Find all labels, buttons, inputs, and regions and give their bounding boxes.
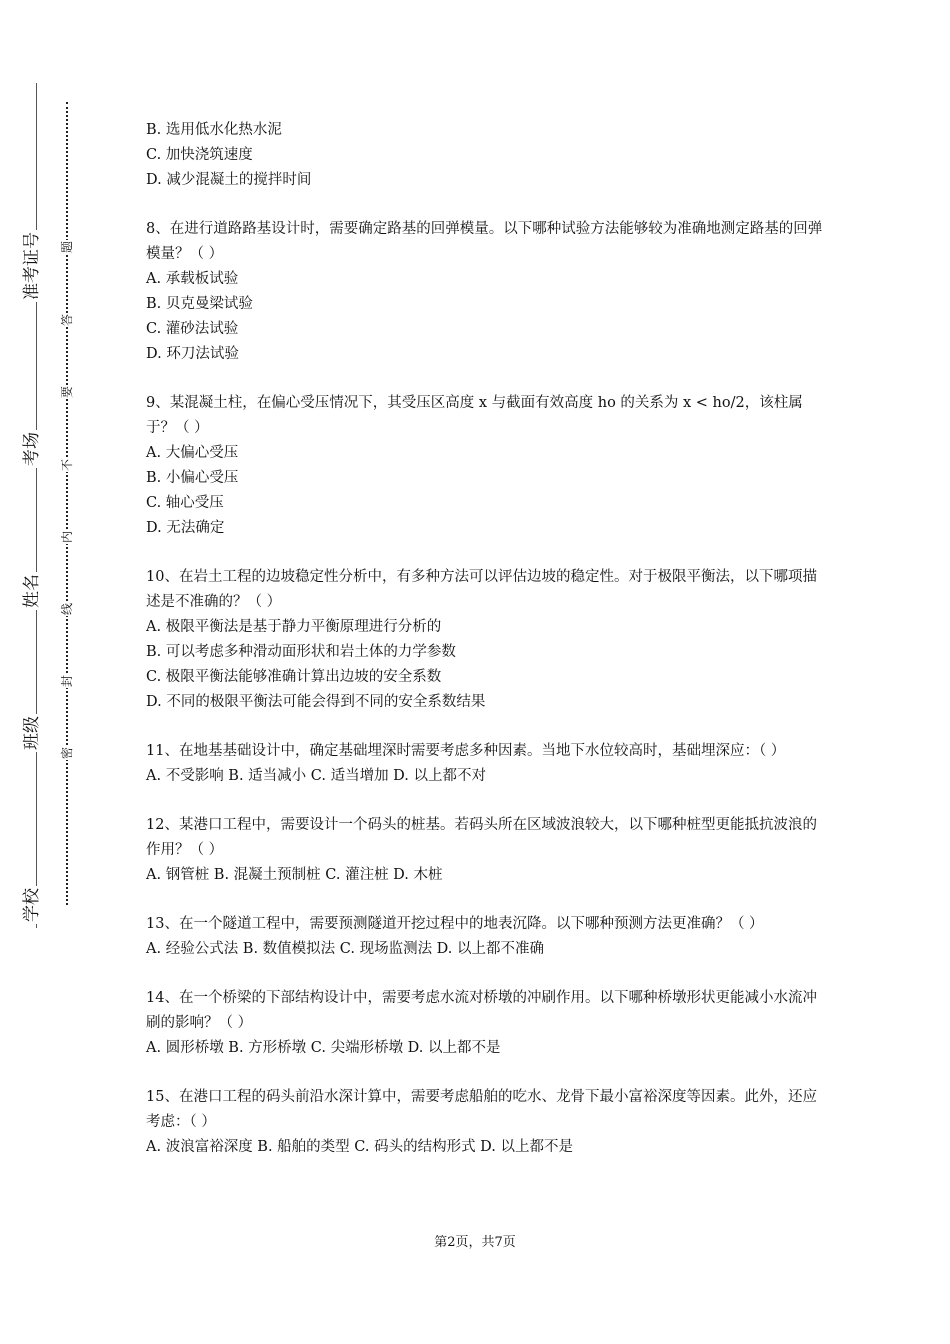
question-text: 14、在一个桥梁的下部结构设计中，需要考虑水流对桥墩的冲刷作用。以下哪种桥墩形状更能减小水流冲刷的影响？（ ） xyxy=(146,990,817,1031)
question-text: 9、某混凝土柱，在偏心受压情况下，其受压区高度 x 与截面有效高度 ho 的关系为 x < ho/2，该柱属于？（ ） xyxy=(146,395,803,436)
question-text: 12、某港口工程中，需要设计一个码头的桩基。若码头所在区域波浪较大，以下哪种桩型更能抵抗波浪的作用？（ ） xyxy=(146,817,817,858)
field-exam-id-label: 准考证号 xyxy=(22,232,42,300)
question-text: 15、在港口工程的码头前沿水深计算中，需要考虑船舶的吃水、龙骨下最小富裕深度等因素。此外，还应考虑：（ ） xyxy=(146,1089,817,1130)
option: A. 极限平衡法是基于静力平衡原理进行分析的 xyxy=(146,619,442,635)
question-8 xyxy=(146,217,826,367)
question-14 xyxy=(146,986,826,1061)
field-exam-room-label: 考场 xyxy=(22,432,42,466)
option: B. 可以考虑多种滑动面形状和岩土体的力学参数 xyxy=(146,644,456,660)
question-9 xyxy=(146,391,826,541)
options-inline: A. 圆形桥墩 B. 方形桥墩 C. 尖端形桥墩 D. 以上都不是 xyxy=(146,1040,501,1056)
question-11 xyxy=(146,739,826,789)
option: B. 小偏心受压 xyxy=(146,470,239,486)
seal-char: 要 xyxy=(60,385,74,398)
options-inline: A. 波浪富裕深度 B. 船舶的类型 C. 码头的结构形式 D. 以上都不是 xyxy=(146,1139,574,1155)
option: C. 灌砂法试验 xyxy=(146,321,239,337)
seal-char: 不 xyxy=(60,458,74,471)
options-inline: A. 经验公式法 B. 数值模拟法 C. 现场监测法 D. 以上都不准确 xyxy=(146,941,545,957)
binding-solid-line xyxy=(36,83,37,928)
option: D. 不同的极限平衡法可能会得到不同的安全系数结果 xyxy=(146,694,486,710)
question-text: 10、在岩土工程的边坡稳定性分析中，有多种方法可以评估边坡的稳定性。对于极限平衡法，以下哪项描述是不准确的？（ ） xyxy=(146,569,817,610)
question-12 xyxy=(146,813,826,888)
field-class-label: 班级 xyxy=(22,716,42,750)
binding-margin xyxy=(0,0,110,1344)
seal-char: 线 xyxy=(60,602,74,615)
options-inline: A. 钢管桩 B. 混凝土预制桩 C. 灌注桩 D. 木桩 xyxy=(146,867,443,883)
seal-char: 内 xyxy=(60,530,74,543)
option: B. 贝克曼梁试验 xyxy=(146,296,253,312)
seal-char: 答 xyxy=(60,313,74,326)
question-text: 13、在一个隧道工程中，需要预测隧道开挖过程中的地表沉降。以下哪种预测方法更准确？（ ） xyxy=(146,916,764,932)
question-13 xyxy=(146,912,826,962)
option: B. 选用低水化热水泥 xyxy=(146,122,282,138)
seal-char: 封 xyxy=(60,674,74,687)
field-name-label: 姓名 xyxy=(22,574,42,608)
question-text: 11、在地基基础设计中，确定基础埋深时需要考虑多种因素。当地下水位较高时，基础埋深应：（ ） xyxy=(146,743,786,759)
option: D. 减少混凝土的搅拌时间 xyxy=(146,172,312,188)
page-number: 第2页，共7页 xyxy=(434,1235,516,1250)
option: A. 承载板试验 xyxy=(146,271,239,287)
option: A. 大偏心受压 xyxy=(146,445,239,461)
options-inline: A. 不受影响 B. 适当减小 C. 适当增加 D. 以上都不对 xyxy=(146,768,487,784)
question-15 xyxy=(146,1085,826,1160)
continued-options xyxy=(146,118,826,193)
question-text: 8、在进行道路路基设计时，需要确定路基的回弹模量。以下哪种试验方法能够较为准确地测定路基的回弹模量？（ ） xyxy=(146,221,823,262)
seal-char: 密 xyxy=(60,746,74,759)
seal-char: 题 xyxy=(60,240,74,253)
seal-dotted-line xyxy=(66,102,68,905)
option: D. 无法确定 xyxy=(146,520,225,536)
question-content xyxy=(146,118,826,1184)
field-school-label: 学校 xyxy=(22,888,42,922)
option: C. 极限平衡法能够准确计算出边坡的安全系数 xyxy=(146,669,442,685)
option: C. 加快浇筑速度 xyxy=(146,147,253,163)
question-10 xyxy=(146,565,826,715)
option: C. 轴心受压 xyxy=(146,495,224,511)
option: D. 环刀法试验 xyxy=(146,346,239,362)
